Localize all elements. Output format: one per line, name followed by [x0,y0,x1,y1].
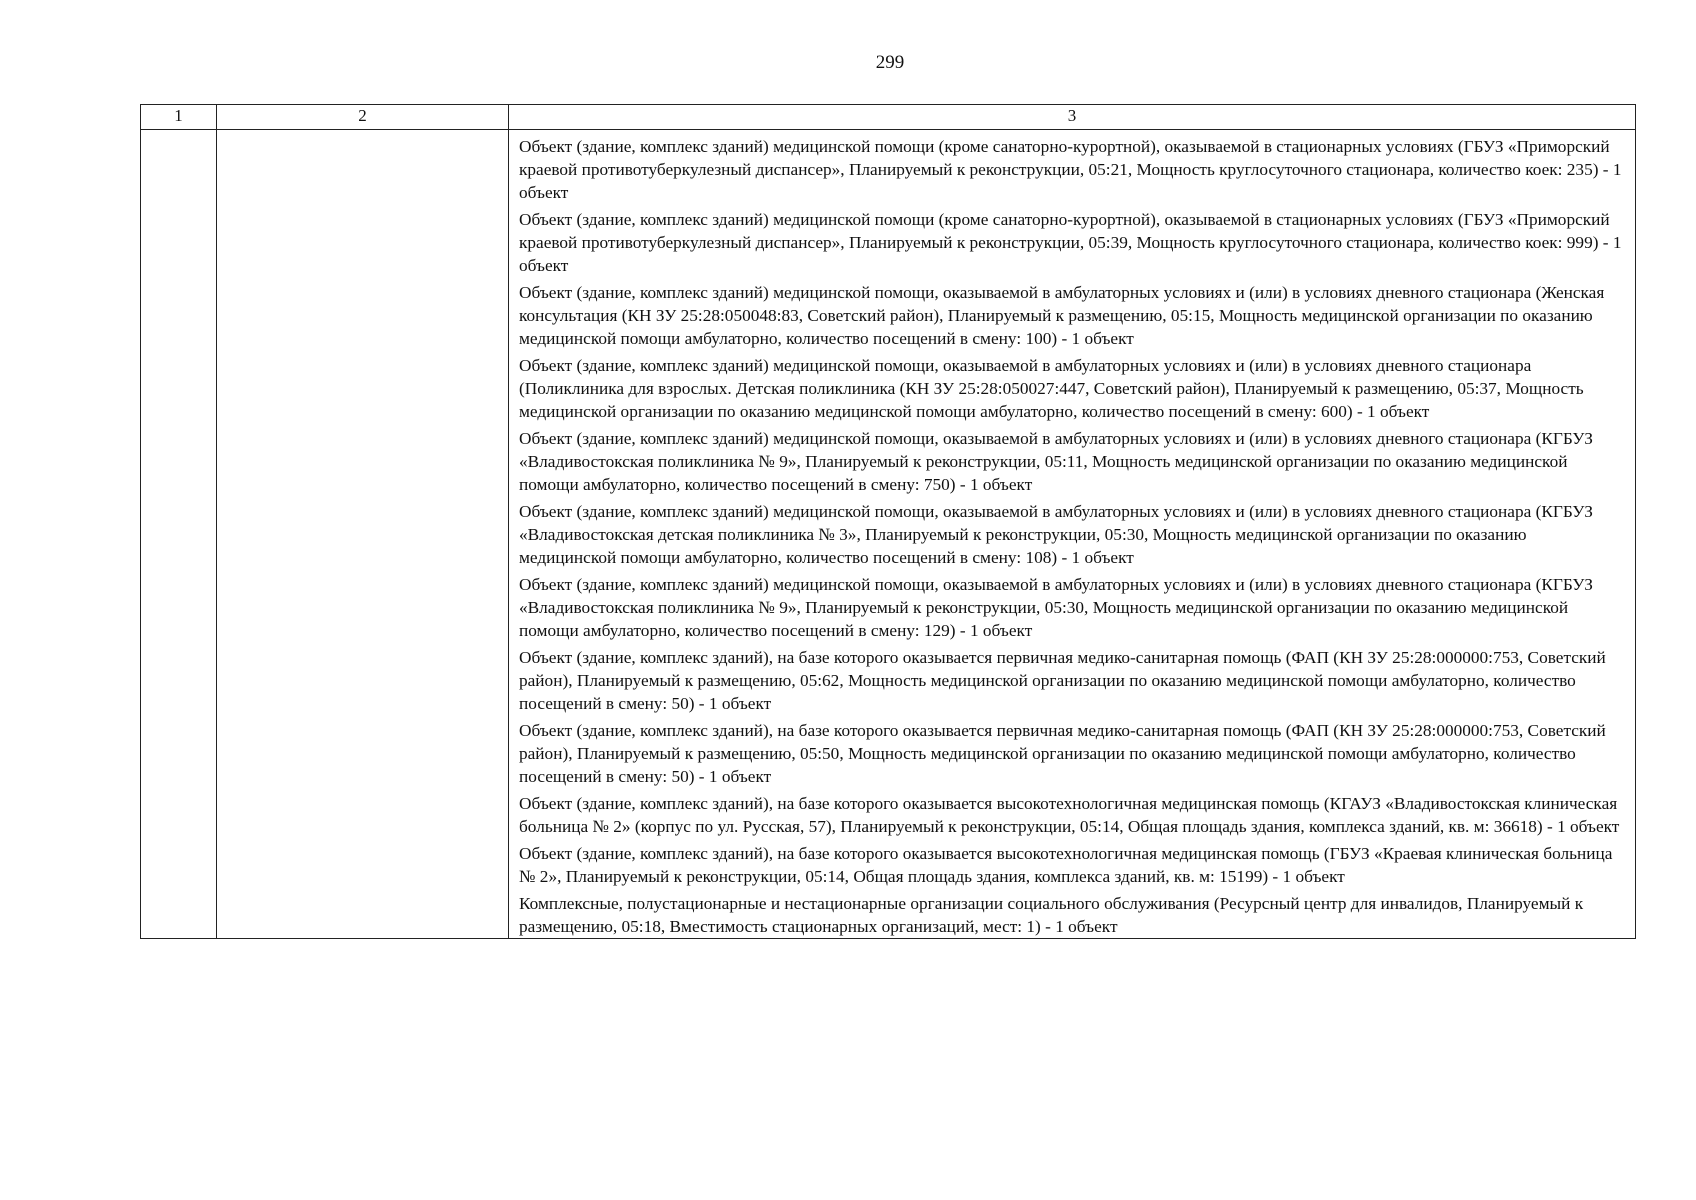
object-entry: Объект (здание, комплекс зданий), на базе которого оказывается первичная медико-санитарная помощь (ФАП (КН ЗУ 25:28:000000:753, Советский район), Планируемый к размещению, 05:50, Мощность медицинской организации по оказанию медицинской помощи амбулаторно, количество посещений в смену: 50) - 1 объект [519,721,1606,786]
cell-column-2 [217,130,509,939]
object-entry: Объект (здание, комплекс зданий) медицинской помощи, оказываемой в амбулаторных условиях и (или) в условиях дневного стационара (Поликлиника для взрослых. Детская поликлиника (КН ЗУ 25:28:050027:447, Советский район), Планируемый к размещению, 05:37, Мощность медицинской организации по оказанию медицинской помощи амбулаторно, количество посещений в смену: 600) - 1 объект [519,356,1584,421]
object-entry: Комплексные, полустационарные и нестационарные организации социального обслуживания (Ресурсный центр для инвалидов, Планируемый к размещению, 05:18, Вместимость стационарных организаций, мест: 1) - 1 объект [519,894,1584,936]
object-entry: Объект (здание, комплекс зданий), на базе которого оказывается высокотехнологичная медицинская помощь (КГАУЗ «Владивостокская клиническая больница № 2» (корпус по ул. Русская, 57), Планируемый к реконструкции, 05:14, Общая площадь здания, комплекса зданий, кв. м: 36618) - 1 объект [519,794,1620,836]
object-entry: Объект (здание, комплекс зданий) медицинской помощи, оказываемой в амбулаторных условиях и (или) в условиях дневного стационара (КГБУЗ «Владивостокская поликлиника № 9», Планируемый к реконструкции, 05:11, Мощность медицинской организации по оказанию медицинской помощи амбулаторно, количество посещений в смену: 750) - 1 объект [519,429,1593,494]
page-number: 299 [875,52,905,73]
object-entry: Объект (здание, комплекс зданий) медицинской помощи (кроме санаторно-курортной), оказываемой в стационарных условиях (ГБУЗ «Приморский краевой противотуберкулезный диспансер», Планируемый к реконструкции, 05:21, Мощность круглосуточного стационара, количество коек: 235) - 1 объект [519,137,1622,202]
object-entry: Объект (здание, комплекс зданий) медицинской помощи (кроме санаторно-курортной), оказываемой в стационарных условиях (ГБУЗ «Приморский краевой противотуберкулезный диспансер», Планируемый к реконструкции, 05:39, Мощность круглосуточного стационара, количество коек: 999) - 1 объект [519,210,1622,275]
column-header-1: 1 [141,105,217,130]
object-entry: Объект (здание, комплекс зданий), на базе которого оказывается высокотехнологичная медицинская помощь (ГБУЗ «Краевая клиническая больница № 2», Планируемый к реконструкции, 05:14, Общая площадь здания, комплекса зданий, кв. м: 15199) - 1 объект [519,844,1613,886]
table-header-row [141,105,1636,130]
column-header-2: 2 [217,105,509,130]
object-entry: Объект (здание, комплекс зданий) медицинской помощи, оказываемой в амбулаторных условиях и (или) в условиях дневного стационара (Женская консультация (КН ЗУ 25:28:050048:83, Советский район), Планируемый к размещению, 05:15, Мощность медицинской организации по оказанию медицинской помощи амбулаторно, количество посещений в смену: 100) - 1 объект [519,283,1605,348]
table-row [141,130,1636,939]
cell-column-3 [509,130,1636,939]
object-entry: Объект (здание, комплекс зданий) медицинской помощи, оказываемой в амбулаторных условиях и (или) в условиях дневного стационара (КГБУЗ «Владивостокская поликлиника № 9», Планируемый к реконструкции, 05:30, Мощность медицинской организации по оказанию медицинской помощи амбулаторно, количество посещений в смену: 129) - 1 объект [519,575,1593,640]
document-table [140,104,1636,939]
column-header-3: 3 [509,105,1636,130]
object-entry: Объект (здание, комплекс зданий) медицинской помощи, оказываемой в амбулаторных условиях и (или) в условиях дневного стационара (КГБУЗ «Владивостокская детская поликлиника № 3», Планируемый к реконструкции, 05:30, Мощность медицинской организации по оказанию медицинской помощи амбулаторно, количество посещений в смену: 108) - 1 объект [519,502,1593,567]
object-entry: Объект (здание, комплекс зданий), на базе которого оказывается первичная медико-санитарная помощь (ФАП (КН ЗУ 25:28:000000:753, Советский район), Планируемый к размещению, 05:62, Мощность медицинской организации по оказанию медицинской помощи амбулаторно, количество посещений в смену: 50) - 1 объект [519,648,1606,713]
cell-column-1 [141,130,217,939]
